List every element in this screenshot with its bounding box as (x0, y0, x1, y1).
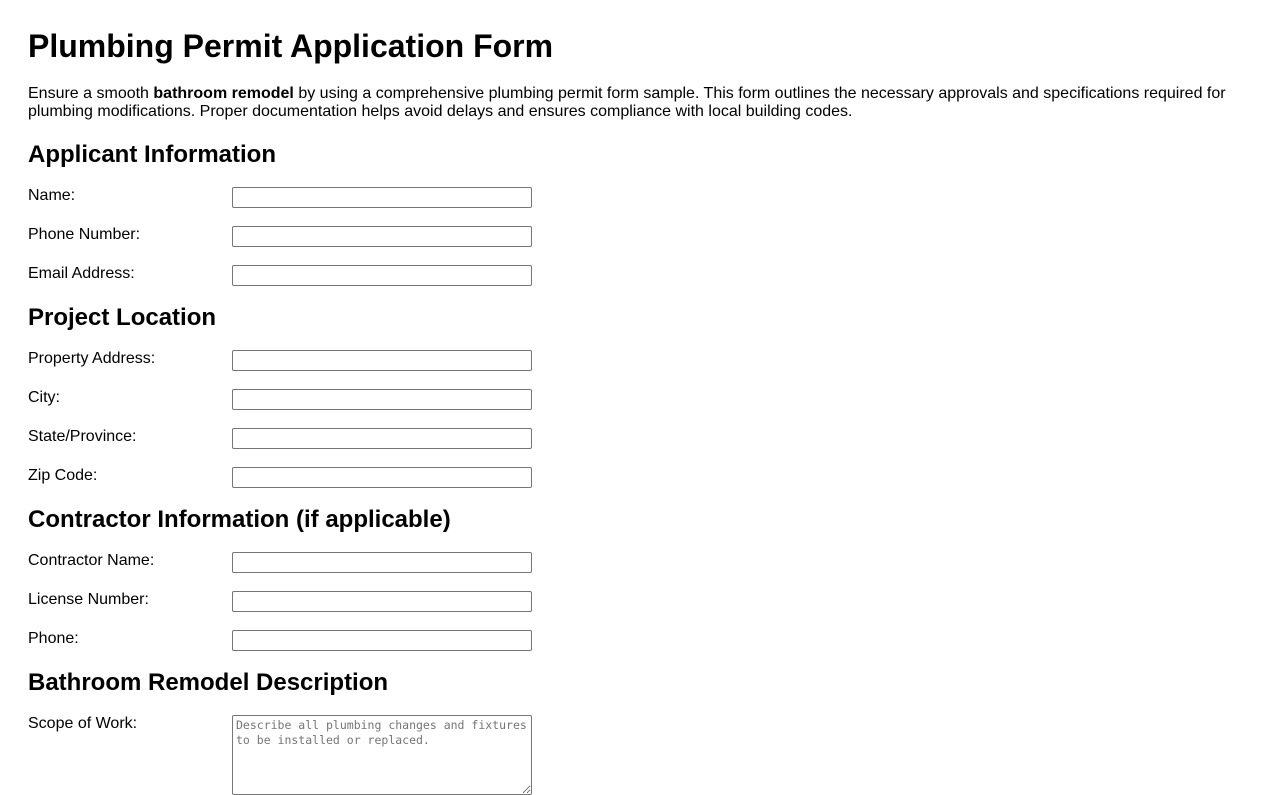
field-row-license-number (28, 591, 1235, 612)
section-heading-applicant: Applicant Information (28, 141, 276, 168)
contractor-phone-input[interactable] (232, 630, 532, 651)
email-address-input[interactable] (232, 265, 532, 286)
scope-of-work-textarea[interactable] (232, 715, 532, 795)
contractor-phone-label: Phone: (28, 630, 79, 647)
field-row-zip-code (28, 467, 1235, 488)
contractor-name-input[interactable] (232, 552, 532, 573)
section-heading-contractor: Contractor Information (if applicable) (28, 506, 451, 533)
section-heading-description: Bathroom Remodel Description (28, 669, 389, 696)
license-number-label: License Number: (28, 591, 149, 608)
section-project-location (28, 304, 1235, 488)
license-number-input[interactable] (232, 591, 532, 612)
field-row-phone-number (28, 226, 1235, 247)
intro-text-after: by using a comprehensive plumbing permit form sample. This form outlines the necessary approvals and specifications required for plumbing modifications. Proper documentation helps avoid delays and ensures compliance with local building codes. (28, 85, 1226, 120)
field-row-city (28, 389, 1235, 410)
page-title: Plumbing Permit Application Form (28, 28, 554, 64)
intro-text-bold: bathroom remodel (153, 85, 294, 102)
field-row-property-address (28, 350, 1235, 371)
field-row-name (28, 187, 1235, 208)
section-heading-location: Project Location (28, 304, 217, 331)
section-bathroom-remodel-description (28, 669, 1235, 795)
zip-code-input[interactable] (232, 467, 532, 488)
permit-application-form (28, 141, 1235, 795)
intro-paragraph (28, 85, 1235, 121)
section-contractor-information (28, 506, 1235, 651)
field-row-state-province (28, 428, 1235, 449)
state-province-input[interactable] (232, 428, 532, 449)
property-address-label: Property Address: (28, 350, 156, 367)
intro-text-before: Ensure a smooth (28, 85, 154, 102)
contractor-name-label: Contractor Name: (28, 552, 155, 569)
phone-number-input[interactable] (232, 226, 532, 247)
city-input[interactable] (232, 389, 532, 410)
phone-number-label: Phone Number: (28, 226, 141, 243)
scope-of-work-label: Scope of Work: (28, 715, 138, 732)
field-row-scope-of-work (28, 715, 1235, 795)
zip-code-label: Zip Code: (28, 467, 98, 484)
city-label: City: (28, 389, 60, 406)
section-applicant-information (28, 141, 1235, 286)
name-input[interactable] (232, 187, 532, 208)
property-address-input[interactable] (232, 350, 532, 371)
field-row-email-address (28, 265, 1235, 286)
name-label: Name: (28, 187, 76, 204)
field-row-contractor-name (28, 552, 1235, 573)
email-address-label: Email Address: (28, 265, 135, 282)
state-province-label: State/Province: (28, 428, 137, 445)
field-row-contractor-phone (28, 630, 1235, 651)
